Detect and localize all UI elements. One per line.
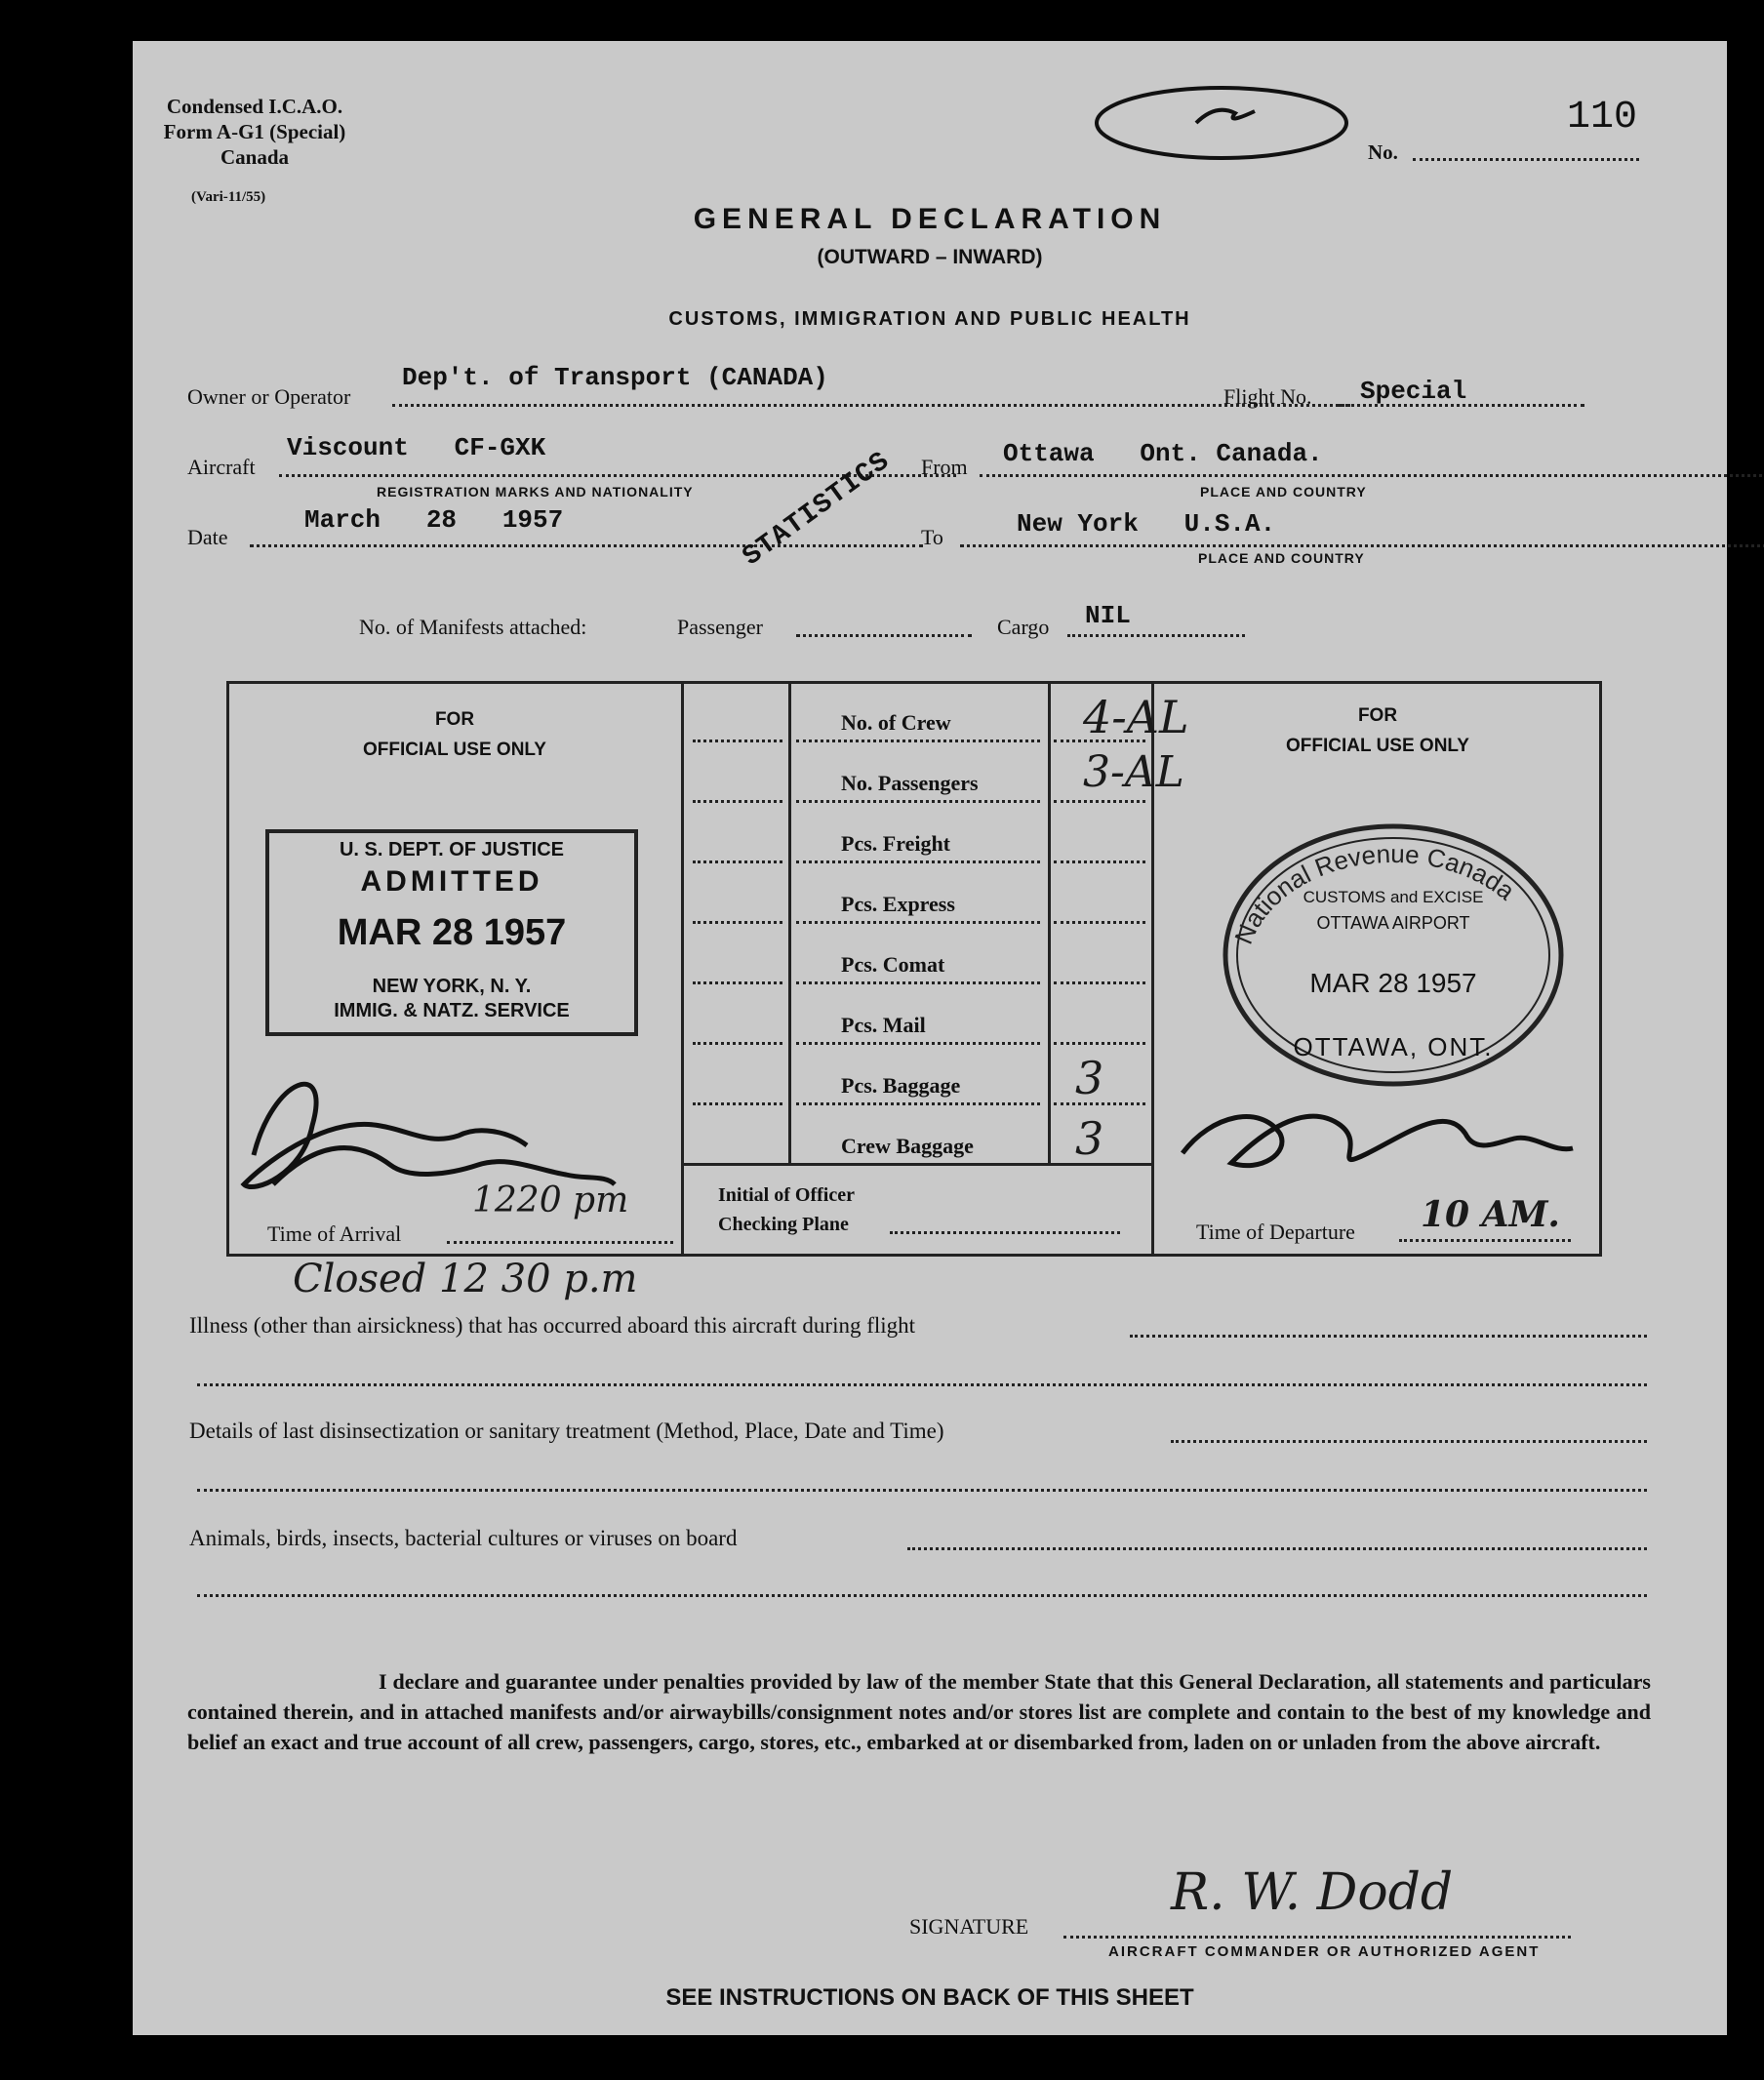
ca-stamp-line-3: MAR 28 1957 [1309,968,1477,998]
row-label: Pcs. Mail [841,1013,926,1037]
flight-value: Special [1360,377,1467,406]
row-dots-left [693,800,782,803]
manifests-label: No. of Manifests attached: [359,615,587,639]
form-code: (Vari-11/55) [191,189,266,205]
aircraft-label: Aircraft [187,455,256,479]
disinsect-line-2 [197,1489,1647,1492]
row-label: Crew Baggage [841,1134,974,1158]
us-stamp-line-2: ADMITTED [360,865,543,898]
disinsect-label: Details of last disinsectization or sanitary treatment (Method, Place, Date and Time) [189,1419,944,1443]
arrival-value: 1220 pm [472,1180,629,1220]
signature-value: R. W. Dodd [1171,1863,1454,1922]
row-dots-left [693,1042,782,1045]
row-dots-mid [796,1042,1040,1045]
illness-line-1 [1130,1335,1647,1338]
row-dots-right [1054,800,1145,803]
footer-instructions: SEE INSTRUCTIONS ON BACK OF THIS SHEET [665,1984,1194,2011]
cargo-line [1067,634,1245,637]
row-label: No. of Crew [841,710,951,735]
flight-label: Flight No. [1223,384,1312,409]
row-value: 3 [1075,1052,1104,1104]
row-dots-mid [796,740,1040,742]
cargo-value: NIL [1085,601,1131,630]
table-divider-2 [788,681,791,1165]
row-value: 3 [1075,1112,1104,1165]
animals-label: Animals, birds, insects, bacterial cultures or viruses on board [189,1526,738,1550]
signature-caption: AIRCRAFT COMMANDER OR AUTHORIZED AGENT [1108,1943,1541,1960]
place-caption-to: PLACE AND COUNTRY [1198,550,1365,566]
left-official-use [230,704,679,765]
initial-officer [718,1180,855,1239]
circled-mark [1089,74,1354,172]
cargo-label: Cargo [997,615,1050,639]
row-dots-left [693,921,782,924]
departure-value: 10 AM. [1421,1194,1560,1235]
date-label: Date [187,525,228,549]
closed-note: Closed 12 30 p.m [293,1257,638,1301]
page-title: GENERAL DECLARATION [693,203,1167,235]
registration-caption: REGISTRATION MARKS AND NATIONALITY [377,484,694,500]
signature-label: SIGNATURE [909,1914,1029,1939]
owner-line [392,404,1350,407]
page-subtitle: (OUTWARD – INWARD) [817,246,1043,268]
form-identifier [142,94,367,170]
row-dots-right [1054,981,1145,984]
row-label: Pcs. Baggage [841,1073,961,1098]
animals-line-2 [197,1594,1647,1597]
ca-stamp-line-2: OTTAWA AIRPORT [1316,913,1470,933]
row-dots-mid [796,921,1040,924]
right-official-line-1: FOR [1357,705,1398,726]
row-dots-mid [796,981,1040,984]
right-official-use [1155,700,1600,761]
owner-label: Owner or Operator [187,384,351,409]
us-immigration-stamp [265,829,638,1036]
row-dots-right [1054,1042,1145,1045]
row-value: 3-AL [1083,747,1184,797]
aircraft-value: Viscount CF-GXK [287,433,546,462]
place-caption-from: PLACE AND COUNTRY [1200,484,1367,500]
declaration-sheet [133,41,1727,2035]
row-label: No. Passengers [841,771,979,795]
form-number: 110 [1567,96,1638,140]
initial-officer-line [890,1231,1120,1234]
us-stamp-line-4: NEW YORK, N. Y. [372,976,532,997]
us-stamp-line-5: IMMIG. & NATZ. SERVICE [334,1000,570,1021]
form-line-3: Canada [220,145,290,169]
row-dots-left [693,740,782,742]
customs-signature-scribble [1173,1065,1602,1202]
left-official-line-2: OFFICIAL USE ONLY [363,740,546,760]
number-label: No. [1368,140,1398,164]
row-dots-mid [796,1102,1040,1105]
statistics-stamp: STATISTICS [738,446,897,574]
ca-stamp-line-1: CUSTOMS and EXCISE [1303,888,1484,906]
row-dots-right [1054,860,1145,863]
row-dots-left [693,981,782,984]
number-line [1413,158,1639,161]
passenger-line [796,634,972,637]
passenger-label: Passenger [677,615,763,639]
initial-officer-line-1: Initial of Officer [718,1184,855,1206]
row-dots-mid [796,860,1040,863]
us-stamp-line-1: U. S. DEPT. OF JUSTICE [339,839,565,860]
from-value: Ottawa Ont. Canada. [1003,439,1323,468]
row-value: 4-AL [1083,691,1189,743]
ca-stamp-line-4: OTTAWA, ONT. [1293,1032,1494,1061]
to-line [960,544,1764,547]
departure-label: Time of Departure [1196,1220,1355,1244]
row-dots-left [693,860,782,863]
ca-stamp-arc-text: National Revenue Canada [1228,838,1521,948]
declaration-text: I declare and guarantee under penalties provided by law of the member State that this General Declaration, all statements and particulars contained therein, and in attached manifests and/or airwaybills/consignment notes and/or stores list are complete and contain to the best of my knowledge and belief an exact and true account of all crew, passengers, cargo, stores, etc., embarked at or disembarked from, laden on or unladen from the above aircraft. [187,1669,1651,1754]
arrival-label: Time of Arrival [267,1221,402,1246]
row-dots-right [1054,921,1145,924]
row-label: Pcs. Express [841,892,955,916]
to-label: To [921,525,943,549]
table-divider-1 [681,681,684,1257]
table-divider-3 [1048,681,1051,1165]
signature-line [1063,1936,1571,1939]
animals-line-1 [907,1547,1647,1550]
from-label: From [921,455,968,479]
date-value: March 28 1957 [304,505,564,535]
date-line [250,544,923,547]
owner-value: Dep't. of Transport (CANADA) [402,363,828,392]
row-label: Pcs. Comat [841,952,945,977]
row-dots-mid [796,800,1040,803]
row-dots-left [693,1102,782,1105]
initial-officer-line-2: Checking Plane [718,1214,849,1235]
section-heading: CUSTOMS, IMMIGRATION AND PUBLIC HEALTH [668,308,1191,330]
illness-line-2 [197,1383,1647,1386]
from-line [980,474,1764,477]
form-line-1: Condensed I.C.A.O. [166,95,343,118]
departure-line [1399,1239,1571,1242]
disinsect-line-1 [1171,1440,1647,1443]
form-line-2: Form A-G1 (Special) [163,120,346,143]
row-label: Pcs. Freight [841,831,951,856]
to-value: New York U.S.A. [1017,509,1276,539]
right-official-line-2: OFFICIAL USE ONLY [1286,736,1469,756]
illness-label: Illness (other than airsickness) that has occurred aboard this aircraft during flight [189,1313,916,1338]
arrival-line [447,1241,673,1244]
us-stamp-line-3: MAR 28 1957 [337,912,567,953]
left-official-line-1: FOR [434,709,475,730]
